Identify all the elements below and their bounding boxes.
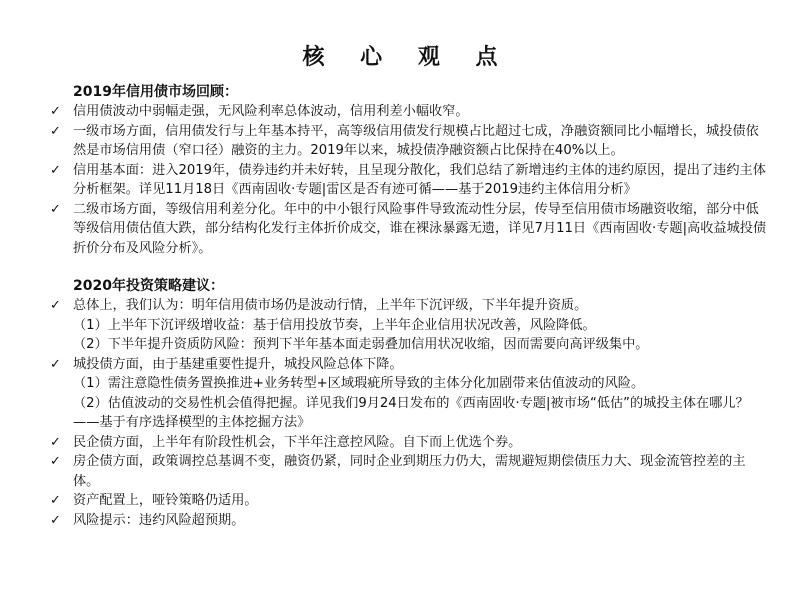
bullet-text: 房企债方面，政策调控总基调不变，融资仍紧，同时企业到期压力仍大，需规避短期偿债压力大、现金流管控差的主体。 bbox=[73, 454, 746, 489]
sub-item: （1）需注意隐性债务置换推进+业务转型+区域瑕疵所导致的主体分化加剧带来估值波动的风险。 bbox=[73, 376, 645, 391]
bullet-item bbox=[50, 491, 770, 511]
section-spacer bbox=[50, 258, 770, 276]
check-icon: ✓ bbox=[50, 104, 61, 119]
bullet-item bbox=[50, 355, 770, 375]
bullet-text: 二级市场方面，等级信用利差分化。年中的中小银行风险事件导致流动性分层，传导至信用债市场融资收缩，部分中低等级信用债估值大跌，部分结构化发行主体折价成交，谁在裸泳暴露无遗，详见7月11日《西南固收·专题|高收益城投债折价分布及风险分析》。 bbox=[73, 201, 767, 256]
bullet-text: 城投债方面，由于基建重要性提升，城投风险总体下降。 bbox=[73, 356, 403, 372]
bullet-item bbox=[50, 102, 770, 122]
bullet-item bbox=[50, 452, 770, 491]
section-heading-2020-strategy: 2020年投资策略建议： bbox=[73, 278, 224, 294]
check-icon: ✓ bbox=[50, 298, 61, 313]
check-icon: ✓ bbox=[50, 356, 61, 372]
bullet-text: 一级市场方面，信用债发行与上年基本持平，高等级信用债发行规模占比超过七成，净融资额同比小幅增长，城投债依然是市场信用债（窄口径）融资的主力。2019年以来，城投债净融资额占比保持在40%以上。 bbox=[73, 123, 759, 158]
bullet-text: 信用基本面：进入2019年，债券违约并未好转，且呈现分散化，我们总结了新增违约主体的违约原因，提出了违约主体分析框架。详见11月18日《西南固收·专题|雷区是否有迹可循——基于2019违约主体信用分析》 bbox=[73, 162, 766, 197]
sub-item: （1）上半年下沉评级增收益：基于信用投放节奏，上半年企业信用状况改善，风险降低。 bbox=[73, 317, 596, 333]
bullet-item bbox=[50, 433, 770, 453]
bullet-text: 总体上，我们认为：明年信用债市场仍是波动行情，上半年下沉评级，下半年提升资质。 bbox=[73, 298, 588, 313]
content-body bbox=[50, 82, 770, 530]
sub-item: （2）下半年提升资质防风险：预判下半年基本面走弱叠加信用状况收缩，因而需要向高评级集中。 bbox=[73, 337, 649, 352]
section-heading-2019-review: 2019年信用债市场回顾： bbox=[73, 84, 238, 100]
sub-item: （2）估值波动的交易性机会值得把握。详见我们9月24日发布的《西南固收·专题|被市场“低估”的城投主体在哪儿？——基于有序选择模型的主体挖掘方法》 bbox=[73, 395, 749, 430]
bullet-item bbox=[50, 511, 770, 531]
bullet-item bbox=[50, 122, 770, 161]
check-icon: ✓ bbox=[50, 434, 61, 450]
check-icon: ✓ bbox=[50, 123, 61, 139]
bullet-text: 民企债方面，上半年有阶段性机会，下半年注意控风险。自下而上优选个券。 bbox=[73, 434, 522, 450]
bullet-text: 风险提示：违约风险超预期。 bbox=[73, 512, 245, 528]
bullet-item bbox=[50, 161, 770, 200]
check-icon: ✓ bbox=[50, 162, 61, 178]
check-icon: ✓ bbox=[50, 454, 61, 469]
bullet-text: 资产配置上，哑铃策略仍适用。 bbox=[73, 493, 258, 508]
bullet-text: 信用债波动中弱幅走强，无风险利率总体波动，信用利差小幅收窄。 bbox=[73, 104, 469, 119]
check-icon: ✓ bbox=[50, 493, 61, 508]
bullet-item bbox=[50, 296, 770, 316]
check-icon: ✓ bbox=[50, 201, 61, 217]
check-icon: ✓ bbox=[50, 512, 61, 528]
page-title: 核 心 观 点 bbox=[302, 45, 512, 70]
bullet-item bbox=[50, 200, 770, 259]
